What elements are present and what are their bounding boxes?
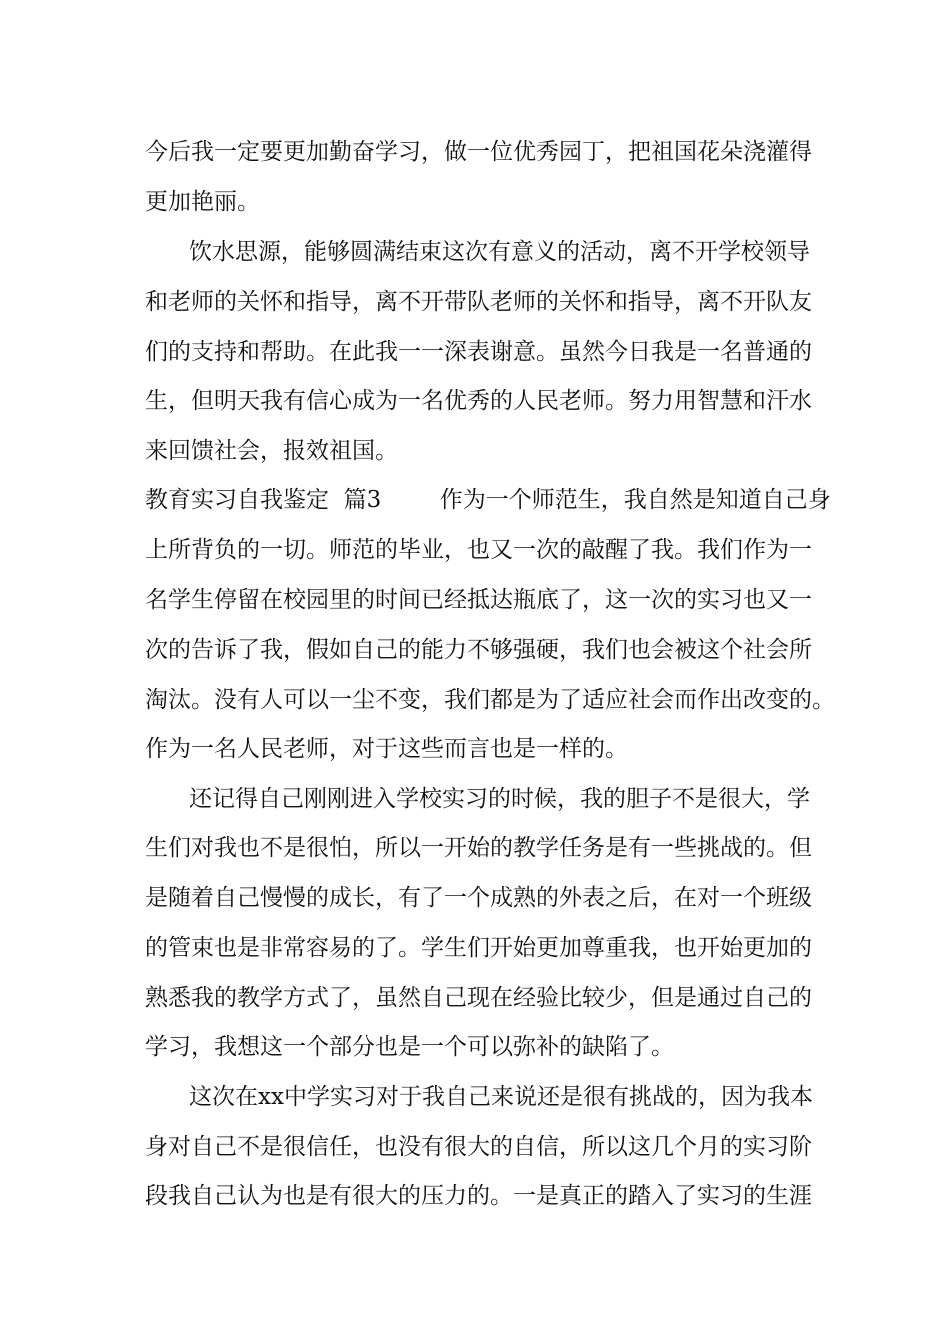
section-heading-line: 教育实习自我鉴定 篇3 作为一个师范生，我自然是知道自己身 [145,487,831,513]
text-line: 的管束也是非常容易的了。学生们开始更加尊重我，也开始更加的 [145,935,812,961]
text-line: 这次在xx中学实习对于我自己来说还是很有挑战的，因为我本 [189,1084,813,1110]
text-line: 还记得自己刚刚进入学校实习的时候，我的胆子不是很大，学 [189,786,810,812]
text-line: 身对自己不是很信任，也没有很大的自信，所以这几个月的实习阶 [145,1134,812,1160]
text-line: 学习，我想这一个部分也是一个可以弥补的缺陷了。 [145,1034,674,1060]
text-line: 生们对我也不是很怕，所以一开始的教学任务是有一些挑战的。但 [145,835,812,861]
text-line: 熟悉我的教学方式了，虽然自己现在经验比较少，但是通过自己的 [145,985,812,1011]
text-line: 是随着自己慢慢的成长，有了一个成熟的外表之后，在对一个班级 [145,885,812,911]
text-line: 饮水思源，能够圆满结束这次有意义的活动，离不开学校领导 [189,239,810,265]
text-line: 作为一名人民老师，对于这些而言也是一样的。 [145,736,628,762]
text-line: 上所背负的一切。师范的毕业，也又一次的敲醒了我。我们作为一 [145,537,812,563]
text-line: 们的支持和帮助。在此我一一深表谢意。虽然今日我是一名普通的 [145,339,812,365]
text-line: 名学生停留在校园里的时间已经抵达瓶底了，这一次的实习也又一 [145,587,812,613]
text-line: 更加艳丽。 [145,189,260,215]
text-line: 淘汰。没有人可以一尘不变，我们都是为了适应社会而作出改变的。 [145,687,835,713]
text-line: 和老师的关怀和指导，离不开带队老师的关怀和指导，离不开队友 [145,289,812,315]
text-line: 生，但明天我有信心成为一名优秀的人民老师。努力用智慧和汗水 [145,388,812,414]
text-line: 今后我一定要更加勤奋学习，做一位优秀园丁，把祖国花朵浇灌得 [145,139,812,165]
text-line: 次的告诉了我，假如自己的能力不够强硬，我们也会被这个社会所 [145,637,812,663]
text-line: 来回馈社会，报效祖国。 [145,438,398,464]
text-line: 段我自己认为也是有很大的压力的。一是真正的踏入了实习的生涯 [145,1183,812,1209]
